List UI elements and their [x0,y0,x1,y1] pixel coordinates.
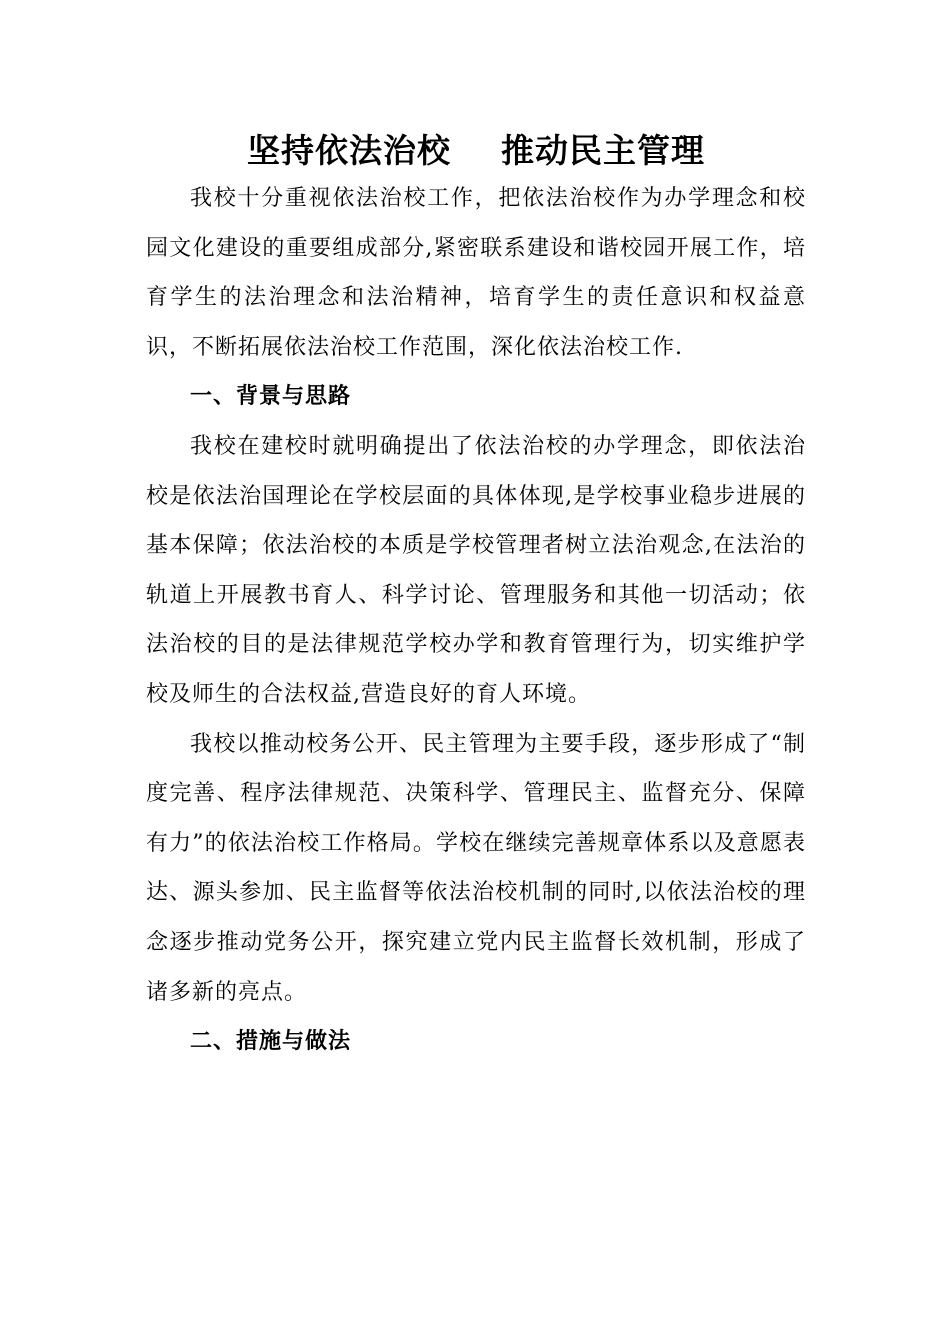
document-title: 坚持依法治校 推动民主管理 [247,131,705,170]
intro-paragraph: 我校十分重视依法治校工作，把依法治校作为办学理念和校园文化建设的重要组成部分,紧密联系建设和谐校园开展工作，培育学生的法治理念和法治精神，培育学生的责任意识和权益意识，不断拓展依法治校工作范围，深化依法治校工作. [146,186,806,360]
section-heading-measures: 二、措施与做法 [190,1029,352,1055]
background-paragraph-2: 我校以推动校务公开、民主管理为主要手段，逐步形成了“制度完善、程序法律规范、决策科学、管理民主、监督充分、保障有力”的依法治校工作格局。学校在继续完善规章体系以及意愿表达、源头参加、民主监督等依法治校机制的同时,以依法治校的理念逐步推动党务公开，探究建立党内民主监督长效机制，形成了诸多新的亮点。 [146,731,806,1005]
background-paragraph-1: 我校在建校时就明确提出了依法治校的办学理念，即依法治校是依法治国理论在学校层面的具体体现,是学校事业稳步进展的基本保障；依法治校的本质是学校管理者树立法治观念,在法治的轨道上开展教书育人、科学讨论、管理服务和其他一切活动；依法治校的目的是法律规范学校办学和教育管理行为，切实维护学校及师生的合法权益,营造良好的育人环境。 [146,433,806,707]
document-page [146,128,806,1067]
section-heading-background: 一、背景与思路 [190,384,352,410]
